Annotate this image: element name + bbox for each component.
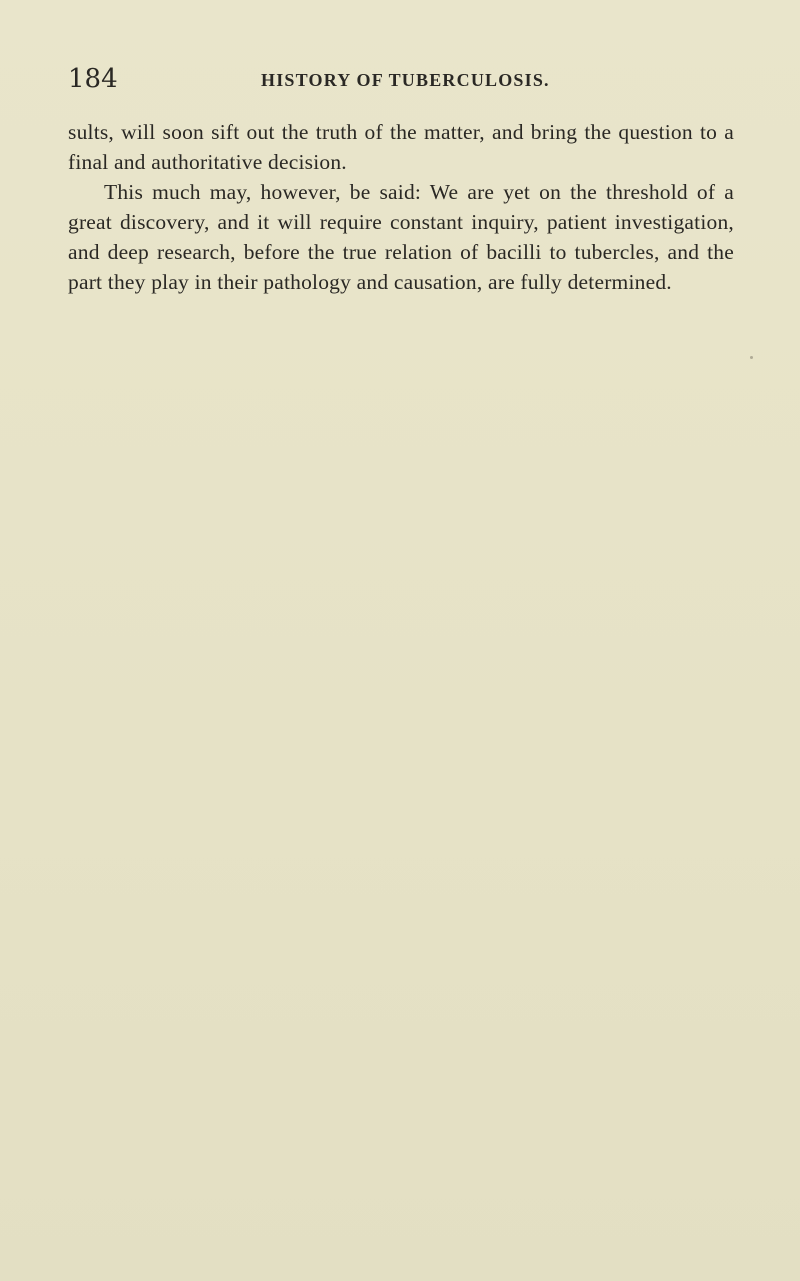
margin-speck — [750, 356, 753, 359]
paragraph-conclusion: This much may, however, be said: We are yet on the threshold of a great discovery, and it will require constant inquiry, patient investigation, and deep research, before the true relation of bacilli to tubercles, and the part they play in their pathology and causation, are fully determined. — [68, 180, 734, 294]
body-text — [68, 117, 734, 297]
paragraph-continuation: sults, will soon sift out the truth of the matter, and bring the question to a final and authoritative decision. — [68, 120, 734, 174]
running-head — [68, 64, 732, 100]
page-number: 184 — [68, 64, 118, 94]
page-title: HISTORY OF TUBERCULOSIS. — [261, 70, 550, 90]
